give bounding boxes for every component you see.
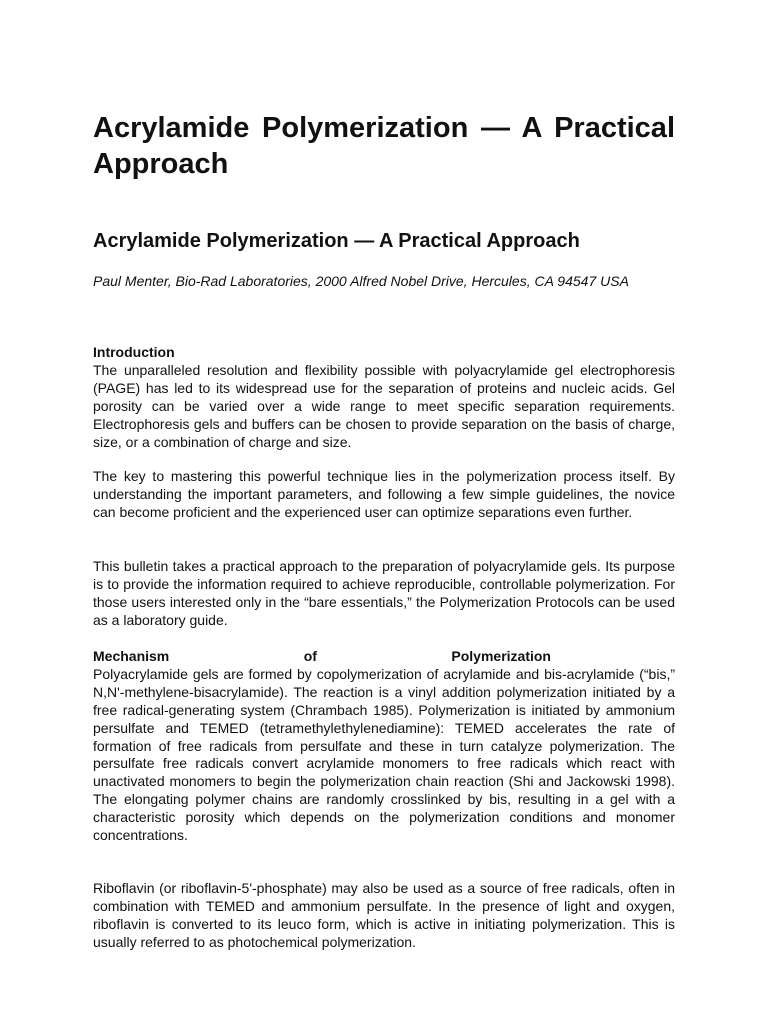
mechanism-section [93, 648, 675, 845]
mechanism-heading-word-2: of [303, 648, 317, 664]
author-line: Paul Menter, Bio-Rad Laboratories, 2000 Alfred Nobel Drive, Hercules, CA 94547 USA [93, 273, 629, 289]
mechanism-paragraph-2: Riboflavin (or riboflavin-5'-phosphate) may also be used as a source of free radicals, often in combination with TEMED and ammonium persulfate. In the presence of light and oxygen, riboflavin is converted to its leuco form, which is active in initiating polymerization. This is usually referred to as photochemical polymerization. [93, 880, 675, 950]
introduction-heading: Introduction [93, 344, 175, 360]
mechanism-paragraph-1: Polyacrylamide gels are formed by copolymerization of acrylamide and bis-acrylamide (“bis,” N,N'-methylene-bisacrylamide). The reaction is a vinyl addition polymerization initiated by a free radical-generating system (Chrambach 1985). Polymerization is initiated by ammonium persulfate and TEMED (tetramethylethylenediamine): TEMED accelerates the rate of formation of free radicals from persulfate and these in turn catalyze polymerization. The persulfate free radicals convert acrylamide monomers to free radicals which react with unactivated monomers to begin the polymerization chain reaction (Shi and Jackowski 1998). The elongating polymer chains are randomly crosslinked by bis, resulting in a gel with a characteristic porosity which depends on the polymerization conditions and monomer concentrations. [93, 665, 675, 844]
introduction-section [93, 344, 675, 451]
introduction-paragraph-1: The unparalleled resolution and flexibility possible with polyacrylamide gel electrophoresis (PAGE) has led to its widespread use for the separation of proteins and nucleic acids. Gel porosity can be varied over a wide range to meet specific separation requirements. Electrophoresis gels and buffers can be chosen to provide separation on the basis of charge, size, or a combination of charge and size. [93, 361, 675, 450]
document-subtitle: Acrylamide Polymerization — A Practical Approach [93, 230, 580, 252]
document-title: Acrylamide Polymerization — A Practical Approach [93, 112, 675, 180]
mechanism-heading-word-1: Mechanism [93, 648, 170, 664]
mechanism-heading [93, 648, 675, 666]
introduction-paragraph-2: The key to mastering this powerful technique lies in the polymerization process itself. By understanding the important parameters, and following a few simple guidelines, the novice can become proficient and the experienced user can optimize separations even further. [93, 468, 675, 520]
mechanism-heading-word-3: Polymerization [451, 648, 551, 664]
introduction-paragraph-3: This bulletin takes a practical approach to the preparation of polyacrylamide gels. Its purpose is to provide the information required to achieve reproducible, controllable polymerization. For those users interested only in the “bare essentials,” the Polymerization Protocols can be used as a laboratory guide. [93, 558, 675, 628]
